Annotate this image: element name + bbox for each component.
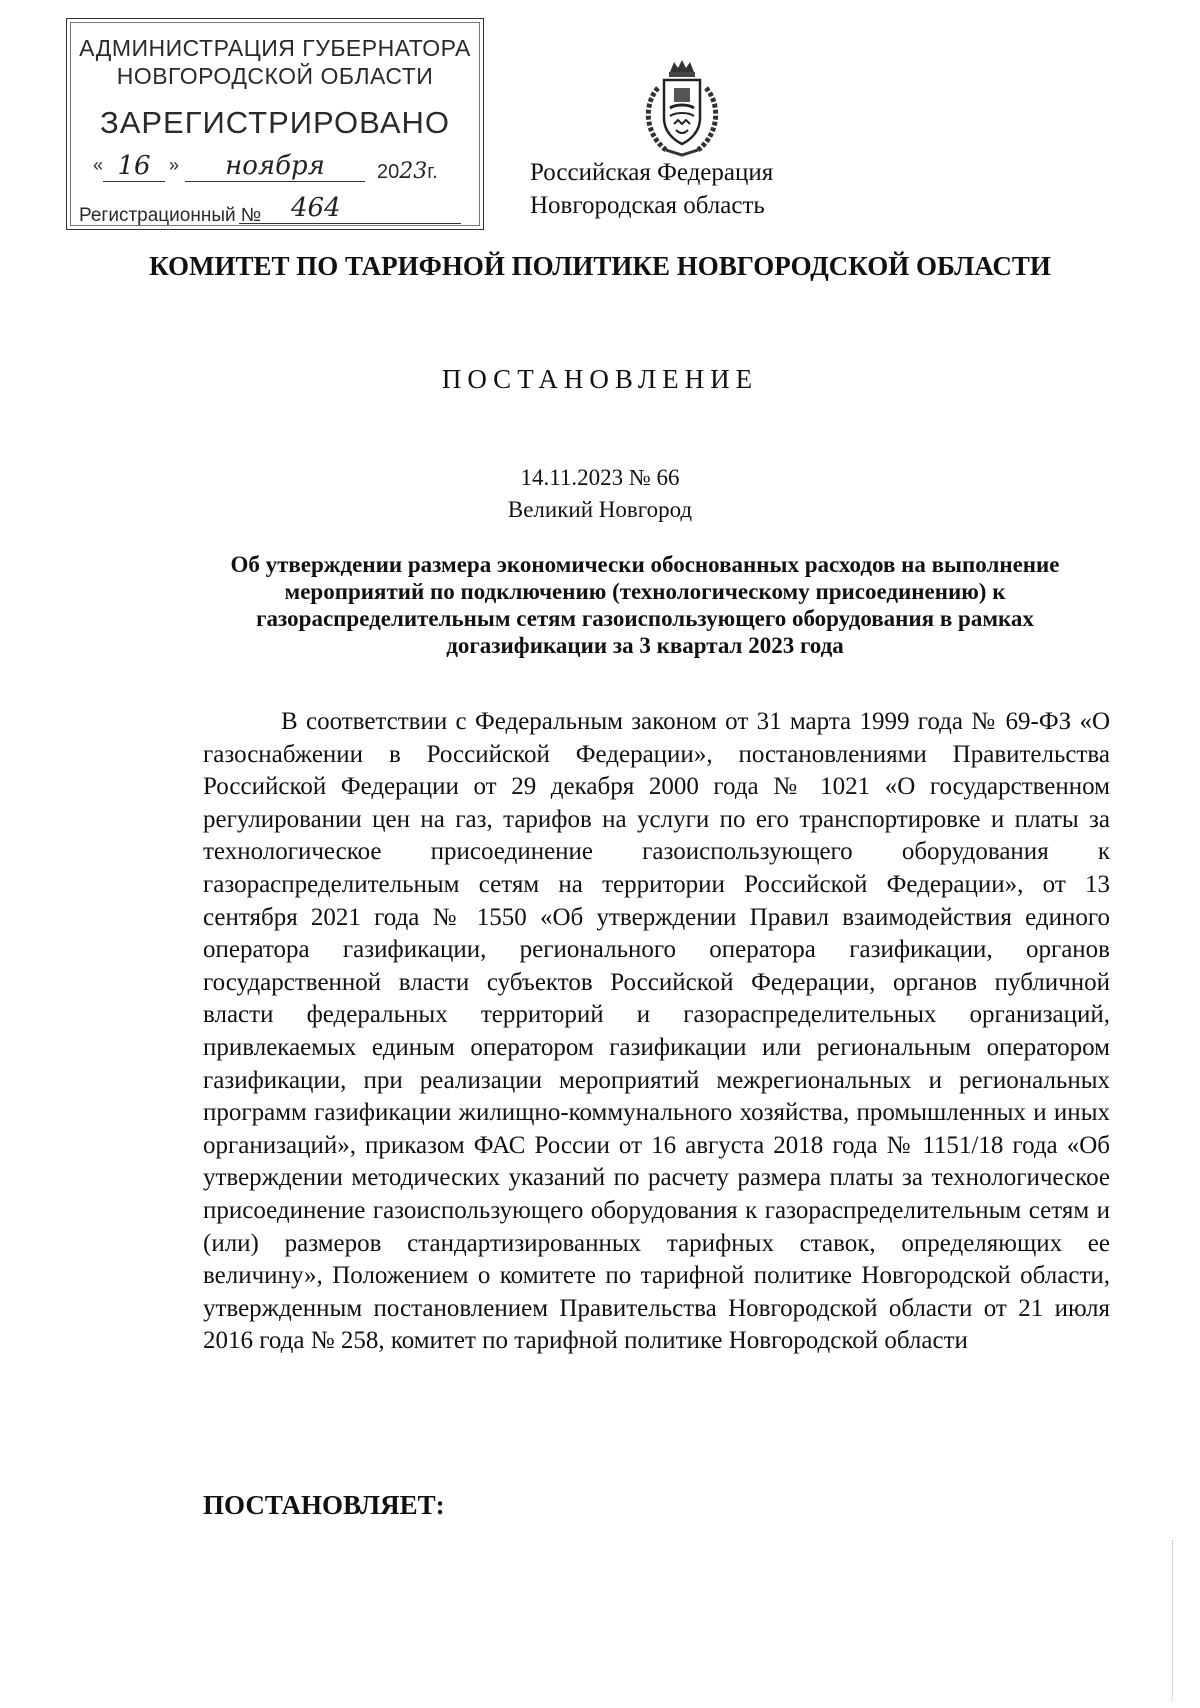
stamp-org-line2: НОВГОРОДСКОЙ ОБЛАСТИ	[116, 63, 434, 89]
stamp-month: ноября	[185, 151, 365, 182]
date-number-block	[100, 462, 1100, 526]
novgorod-coat-of-arms-icon	[636, 58, 728, 158]
stamp-year-suffix: 23	[399, 159, 428, 184]
stamp-reg-label: Регистрационный №	[79, 205, 262, 226]
stamp-org-line1: АДМИНИСТРАЦИЯ ГУБЕРНАТОРА	[79, 35, 471, 61]
region-name: Новгородская область	[530, 192, 765, 219]
registration-stamp	[66, 18, 484, 230]
city: Великий Новгород	[507, 497, 693, 522]
header-region-block	[530, 156, 830, 222]
document-subject: Об утверждении размера экономически обоснованных расходов на выполнение мероприятий по подключению (технологическому присоединению) к газораспределительным сетям газоиспользующего оборудования в рамках догазификации за 3 квартал 2023 года	[230, 552, 1060, 658]
stamp-date-line: « 16 » ноября 2023г.	[93, 151, 438, 184]
stamp-reg-number: 464	[239, 193, 461, 224]
committee-title: КОМИТЕТ ПО ТАРИФНОЙ ПОЛИТИКЕ НОВГОРОДСКОЙ ОБЛАСТИ	[149, 251, 1051, 281]
body-paragraph: В соответствии с Федеральным законом от 31 марта 1999 года № 69-ФЗ «О газоснабжении в Российской Федерации», постановлениями Правительства Российской Федерации от 29 декабря 2000 года № 1021 «О государственном регулировании цен на газ, тарифов на услуги по его транспортировке и платы за технологическое присоединение газоиспользующего оборудования к газораспределительным сетям на территории Российской Федерации», от 13 сентября 2021 года № 1550 «Об утверждении Правил взаимодействия единого оператора газификации, регионального оператора газификации, органов государственной власти субъектов Российской Федерации, органов публичной власти федеральных территорий и газораспределительных организаций, привлекаемых единым оператором газификации или региональным оператором газификации, при реализации мероприятий межрегиональных и региональных программ газификации жилищно-коммунального хозяйства, промышленных и иных организаций», приказом ФАС России от 16 августа 2018 года № 1151/18 года «Об утверждении методических указаний по расчету размера платы за технологическое присоединение газоиспользующего оборудования к газораспределительным сетям и (или) размеров стандартизированных тарифных ставок, определяющих ее величину», Положением о комитете по тарифной политике Новгородской области, утвержденным постановлением Правительства Новгородской области от 21 июля 2016 года № 258, комитет по тарифной политике Новгородской области	[203, 708, 1110, 1355]
margin-divider	[1172, 1540, 1174, 1700]
date-number: 14.11.2023 № 66	[520, 465, 680, 490]
stamp-day: 16	[103, 151, 165, 182]
resolve-heading: ПОСТАНОВЛЯЕТ:	[203, 1490, 445, 1520]
document-type: ПОСТАНОВЛЕНИЕ	[441, 364, 759, 394]
country-name: Российская Федерация	[530, 159, 774, 186]
stamp-year: 2023г.	[377, 159, 438, 184]
stamp-status: ЗАРЕГИСТРИРОВАНО	[99, 105, 450, 140]
